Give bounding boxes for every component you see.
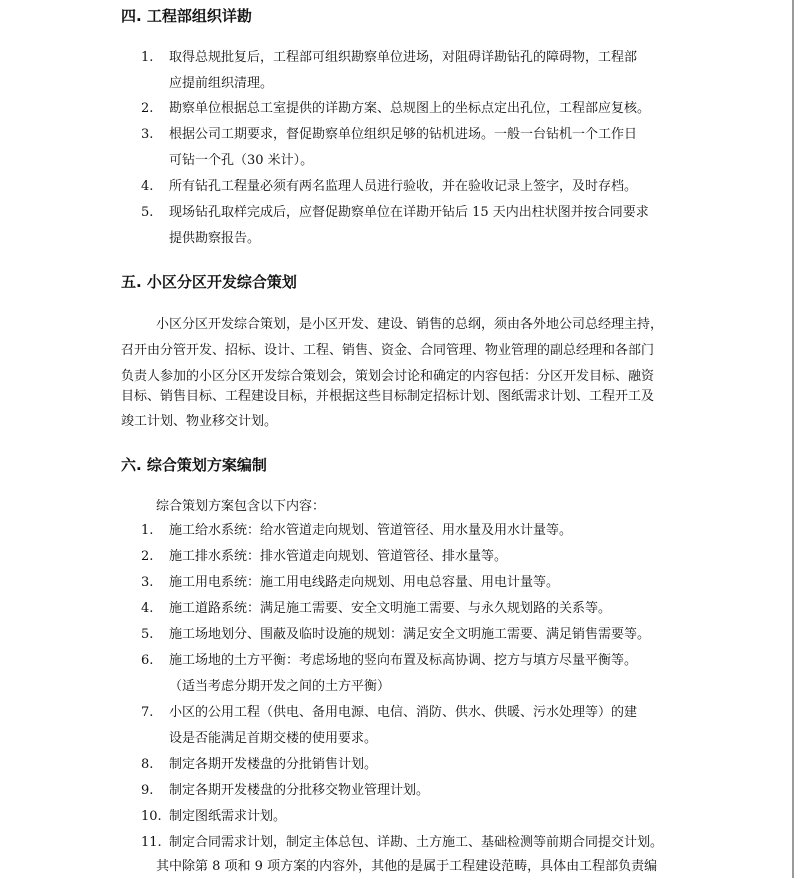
paragraph-line: 负责人参加的小区分区开发综合策划会，策划会讨论和确定的内容包括：分区开发目标、融资 [121, 369, 655, 384]
list-item-number: 2. [141, 101, 154, 116]
list-item-line: 施工用电系统：施工用电线路走向规划、用电总容量、用电计量等。 [169, 575, 560, 590]
list-item-number: 8. [141, 757, 154, 772]
list-item-number: 9. [141, 783, 154, 798]
list-item-number: 5. [141, 205, 154, 220]
list-item-line: 根据公司工期要求，督促勘察单位组织足够的钻机进场。一般一台钻机一个工作日 [169, 127, 638, 142]
list-item-line: 制定图纸需求计划。 [169, 809, 287, 824]
list-item-line: 施工场地的土方平衡：考虑场地的竖向布置及标高协调、挖方与填方尽量平衡等。 [169, 653, 638, 668]
list-item-number: 3. [141, 575, 154, 590]
list-item-line: 制定各期开发楼盘的分批销售计划。 [169, 757, 378, 772]
paragraph-line: 召开由分管开发、招标、设计、工程、销售、资金、合同管理、物业管理的副总经理和各部门 [121, 343, 655, 358]
list-item-text [169, 200, 681, 252]
list-item-text [169, 518, 681, 544]
list-item-number: 10. [141, 809, 162, 824]
list-item-line: 设是否能满足首期交楼的使用要求。 [169, 731, 378, 746]
list-item-line: 施工道路系统：满足施工需要、安全文明施工需要、与永久规划路的关系等。 [169, 601, 612, 616]
list-item-line: 制定合同需求计划，制定主体总包、详勘、土方施工、基础检测等前期合同提交计划。 [169, 835, 664, 850]
paragraph-line: 小区分区开发综合策划，是小区开发、建设、销售的总纲，须由各外地公司总经理主持， [156, 317, 664, 332]
list-item-number: 1. [141, 523, 154, 538]
list-item-number: 6. [141, 653, 154, 668]
list-item-text [169, 570, 681, 596]
list-item-line: 所有钻孔工程量必须有两名监理人员进行验收，并在验收记录上签字，及时存档。 [169, 179, 638, 194]
list-item [121, 200, 681, 252]
list-item-line: 勘察单位根据总工室提供的详勘方案、总规图上的坐标点定出孔位，工程部应复核。 [169, 101, 651, 116]
list-item-line: 现场钻孔取样完成后，应督促勘察单位在详勘开钻后 15 天内出柱状图并按合同要求 [169, 205, 649, 220]
list-item-text [169, 174, 681, 200]
list-item-text [169, 752, 681, 778]
list-item-line: 施工场地划分、围蔽及临时设施的规划：满足安全文明施工需要、满足销售需要等。 [169, 627, 651, 642]
list-item-text [169, 544, 681, 570]
list-item-line: 施工排水系统：排水管道走向规划、管道管径、排水量等。 [169, 549, 508, 564]
list-item-line: 取得总规批复后，工程部可组织勘察单位进场，对阻碍详勘钻孔的障碍物，工程部 [169, 50, 638, 65]
list-item-text [169, 700, 681, 752]
list-item-number: 1. [141, 50, 154, 65]
list-item-number: 4. [141, 601, 154, 616]
list-item-number: 3. [141, 127, 154, 142]
list-item-text [169, 778, 681, 804]
list-item-text [169, 648, 681, 700]
list-item [121, 122, 681, 174]
list-item-text [169, 122, 681, 174]
list-item [121, 648, 681, 700]
list-item-number: 11. [141, 835, 162, 850]
list-item [121, 700, 681, 752]
list-item-text [169, 96, 681, 122]
section-6-title: 六. 综合策划方案编制 [121, 456, 267, 474]
list-item-line: 制定各期开发楼盘的分批移交物业管理计划。 [169, 783, 430, 798]
list-item-line: （适当考虑分期开发之间的土方平衡） [169, 679, 391, 694]
closing-paragraph-line: 其中除第 8 项和 9 项方案的内容外，其他的是属于工程建设范畴，具体由工程部负责编 [156, 859, 658, 874]
list-item-text [169, 804, 681, 830]
list-item-number: 4. [141, 179, 154, 194]
list-item-text [169, 596, 681, 622]
section-5-title: 五. 小区分区开发综合策划 [121, 273, 297, 291]
list-item-number: 7. [141, 705, 154, 720]
paragraph-line: 竣工计划、物业移交计划。 [121, 414, 278, 429]
list-item-number: 2. [141, 549, 154, 564]
list-item-text [169, 45, 681, 97]
list-item-text [169, 830, 681, 856]
list-item-line: 提供勘察报告。 [169, 231, 261, 246]
list-item-number: 5. [141, 627, 154, 642]
paragraph-line: 目标、销售目标、工程建设目标，并根据这些目标制定招标计划、图纸需求计划、工程开工及 [121, 389, 655, 404]
list-item-line: 小区的公用工程（供电、备用电源、电信、消防、供水、供暖、污水处理等）的建 [169, 705, 638, 720]
list-item [121, 45, 681, 97]
list-item-line: 应提前组织清理。 [169, 76, 274, 91]
section-intro: 综合策划方案包含以下内容： [156, 499, 326, 514]
list-item-text [169, 622, 681, 648]
list-item-line: 施工给水系统：给水管道走向规划、管道管径、用水量及用水计量等。 [169, 523, 573, 538]
section-4-title: 四. 工程部组织详勘 [121, 7, 252, 25]
list-item-line: 可钻一个孔（30 米计）。 [169, 153, 314, 168]
